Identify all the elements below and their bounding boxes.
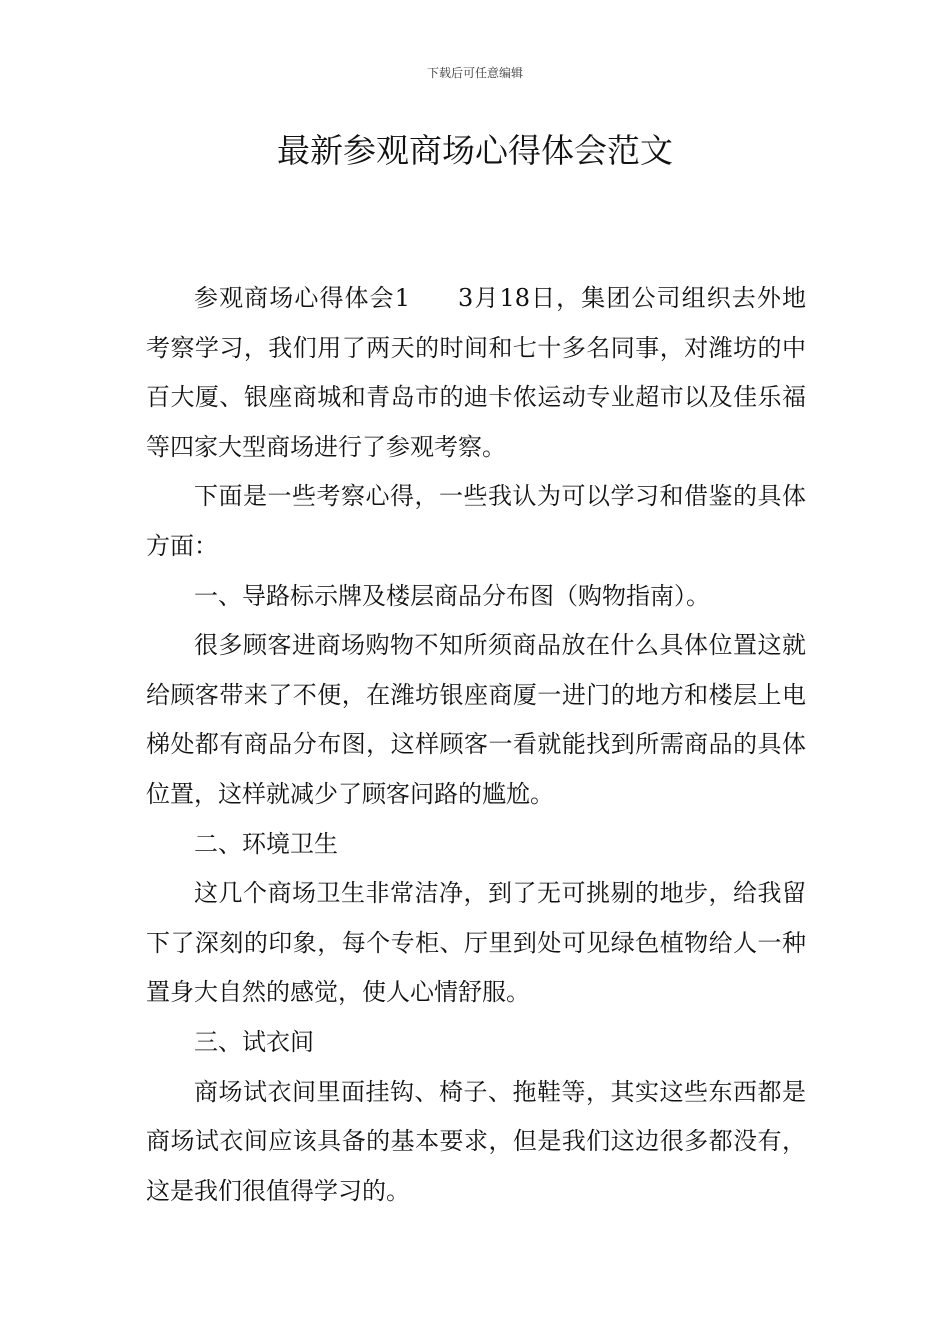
section-heading-3: 三、试衣间 xyxy=(194,1027,314,1056)
paragraph-1-text: 3月18日，集团公司组织去外地考察学习，我们用了两天的时间和七十多名同事，对潍坊的中百大厦、银座商城和青岛市的迪卡侬运动专业超市以及佳乐福等四家大型商场进行了参观考察。 xyxy=(146,284,806,461)
paragraph-3: 很多顾客进商场购物不知所须商品放在什么具体位置这就给顾客带来了不便，在潍坊银座商厦一进门的地方和楼层上电梯处都有商品分布图，这样顾客一看就能找到所需商品的具体位置，这样就减少了顾客问路的尴尬。 xyxy=(146,631,806,808)
section-heading-1: 一、导路标示牌及楼层商品分布图（购物指南）。 xyxy=(194,581,710,610)
document-body xyxy=(146,274,806,1216)
paragraph-1-label: 参观商场心得体会1 xyxy=(194,284,410,312)
paragraph-5: 商场试衣间里面挂钩、椅子、拖鞋等，其实这些东西都是商场试衣间应该具备的基本要求，但是我们这边很多都没有，这是我们很值得学习的。 xyxy=(146,1077,806,1205)
header-note: 下载后可任意编辑 xyxy=(426,66,523,80)
paragraph-1 xyxy=(146,274,806,472)
document-title: 最新参观商场心得体会范文 xyxy=(277,131,673,170)
section-heading-2: 二、环境卫生 xyxy=(194,829,338,858)
paragraph-4: 这几个商场卫生非常洁净，到了无可挑剔的地步，给我留下了深刻的印象，每个专柜、厅里到处可见绿色植物给人一种置身大自然的感觉，使人心情舒服。 xyxy=(146,879,806,1007)
paragraph-2: 下面是一些考察心得，一些我认为可以学习和借鉴的具体方面： xyxy=(146,482,806,560)
